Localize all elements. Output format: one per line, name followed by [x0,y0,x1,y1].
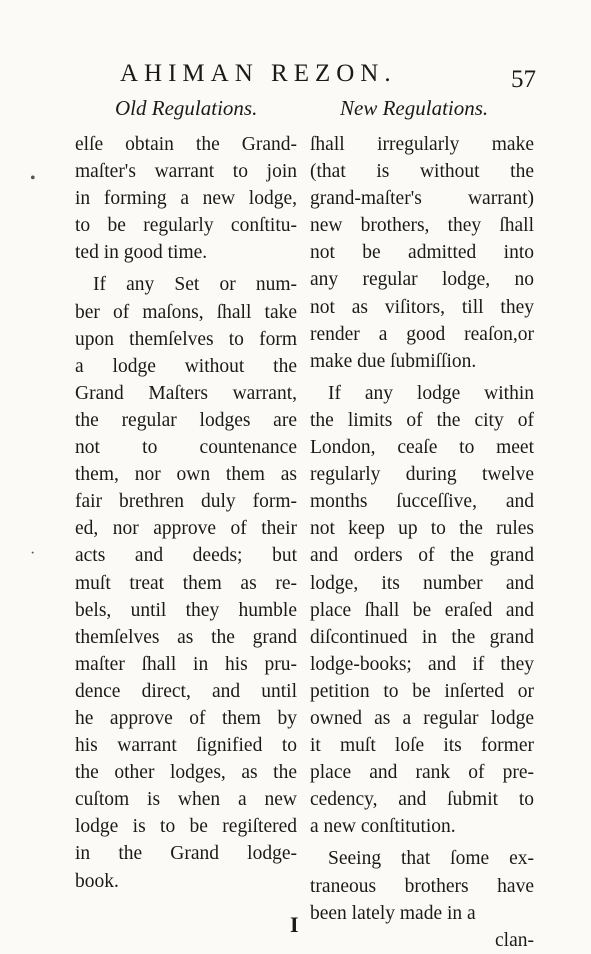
right-column-text [310,131,534,954]
page-number: 57 [511,66,536,93]
right-column-heading: New Regulations. [340,96,489,120]
text-line: the regular lodges are [75,409,297,431]
text-line: the other lodges, as the [75,762,297,784]
text-line: muſt treat them as re- [75,572,297,594]
text-line: render a good reaſon,or [310,323,534,345]
text-line: the limits of the city of [310,409,534,431]
text-line: maſter's warrant to join [75,161,297,183]
text-line: traneous brothers have [310,875,534,897]
text-line: London, ceaſe to meet [310,437,534,459]
text-line: petition to be inſerted or [310,680,534,702]
text-line: grand-maſter's warrant) [310,188,534,210]
text-line: place and rank of pre- [310,762,534,784]
text-line: upon themſelves to form [75,328,297,350]
text-line: owned as a regular lodge [310,707,534,729]
text-line: elſe obtain the Grand- [75,134,297,155]
text-line: he approve of them by [75,707,297,729]
text-line: not be admitted into [310,242,534,264]
text-line: book. [75,870,119,892]
text-line: not to countenance [75,437,297,459]
text-line: If any lodge within [328,382,534,404]
text-line: and orders of the grand [310,545,534,567]
text-line: Grand Maſters warrant, [75,382,297,404]
text-line: make due ſubmiſſion. [310,350,477,372]
left-column-text [75,131,297,895]
text-line: them, nor own them as [75,464,297,486]
text-line: a new conſtitution. [310,816,456,838]
text-line: fair brethren duly form- [75,491,297,513]
text-line: a lodge without the [75,355,297,377]
text-line: acts and deeds; but [75,545,297,567]
text-line: new brothers, they ſhall [310,215,534,237]
text-line: bels, until they humble [75,599,297,621]
text-line: lodge is to be regiſtered [75,816,297,838]
text-line: ted in good time. [75,242,208,264]
text-line: cedency, and ſubmit to [310,789,534,811]
text-line: lodge, its number and [310,572,534,594]
catchword: clan- [495,929,534,951]
text-line: maſter ſhall in his pru- [75,653,297,675]
text-line: his warrant ſignified to [75,735,297,757]
text-line: not as viſitors, till they [310,296,534,318]
text-line: cuſtom is when a new [75,789,297,811]
margin-speck: • [30,170,36,187]
text-line: to be regularly conſtitu- [75,215,297,237]
text-line: place ſhall be eraſed and [310,599,534,621]
text-line: (that is without the [310,161,534,183]
text-line: If any Set or num- [93,274,297,296]
text-line: themſelves as the grand [75,626,297,648]
text-line: ed, nor approve of their [75,518,297,540]
running-title: AHIMAN REZON. [120,60,397,87]
text-line: Seeing that ſome ex- [328,848,534,870]
text-line: in the Grand lodge- [75,843,297,865]
margin-speck: · [30,545,36,562]
text-line: any regular lodge, no [310,269,534,291]
signature-mark: I [290,912,299,937]
text-line: not keep up to the rules [310,518,534,540]
text-line: ſhall irregularly make [310,134,534,155]
text-line: lodge-books; and if they [310,653,534,675]
text-line: diſcontinued in the grand [310,626,534,648]
text-line: months ſucceſſive, and [310,491,534,513]
text-line: regularly during twelve [310,464,534,486]
left-column-heading: Old Regulations. [115,96,258,120]
text-line: been lately made in a [310,902,476,924]
text-line: it muſt loſe its former [310,735,534,757]
text-line: ber of maſons, ſhall take [75,301,297,323]
text-line: in forming a new lodge, [75,188,297,210]
text-line: dence direct, and until [75,680,297,702]
